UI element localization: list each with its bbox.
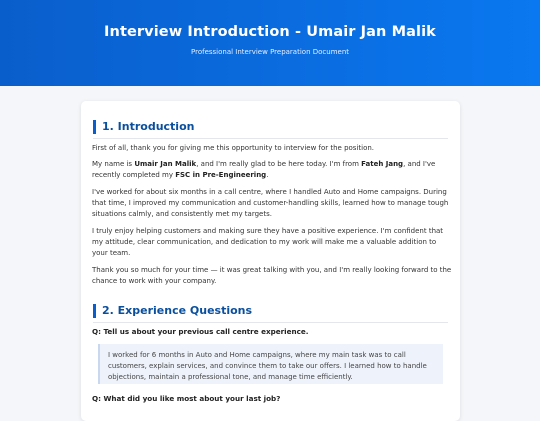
- text-span: .: [266, 171, 269, 179]
- section-divider: [93, 138, 448, 139]
- question-1: Q: Tell us about your previous call centre experience.: [92, 327, 309, 336]
- document-card: [81, 101, 460, 421]
- candidate-hometown: Fateh Jang: [361, 160, 404, 168]
- text-span: My name is: [92, 160, 135, 168]
- section-divider: [93, 322, 448, 323]
- text-span: , and I've recently completed my: [92, 160, 436, 179]
- intro-paragraph-5: Thank you so much for your time — it was great talking with you, and I'm really looking forward to the chance to work with your company.: [92, 266, 452, 285]
- intro-paragraph-1: First of all, thank you for giving me this opportunity to interview for the position.: [92, 144, 375, 152]
- intro-paragraph-2: [92, 159, 452, 181]
- answer-1: I worked for 6 months in Auto and Home campaigns, where my main task was to call customers, explain services, and convince them to take our offers. I learned how to handle objections, maintain a professional tone, and manage time efficiently.: [98, 344, 443, 384]
- section-title-experience: 2. Experience Questions: [93, 304, 252, 318]
- question-2: Q: What did you like most about your last job?: [92, 394, 281, 403]
- candidate-name: Umair Jan Malik: [134, 160, 197, 168]
- page-subtitle: Professional Interview Preparation Document: [191, 48, 349, 56]
- text-span: , and I'm really glad to be here today. I'm from: [196, 160, 362, 168]
- page-title: Interview Introduction - Umair Jan Malik: [104, 24, 436, 40]
- candidate-education: FSC in Pre-Engineering: [175, 171, 267, 179]
- intro-paragraph-4: I truly enjoy helping customers and making sure they have a positive experience. I'm confident that my attitude, clear communication, and dedication to my work will make me a valuable addition to your team.: [92, 227, 444, 257]
- intro-paragraph-3: I've worked for about six months in a call centre, where I handled Auto and Home campaigns. During that time, I improved my communication and customer-handling skills, learned how to manage tough situations calmly, and consistently met my targets.: [92, 188, 449, 218]
- page-header: [0, 0, 540, 86]
- section-title-introduction: 1. Introduction: [93, 120, 194, 134]
